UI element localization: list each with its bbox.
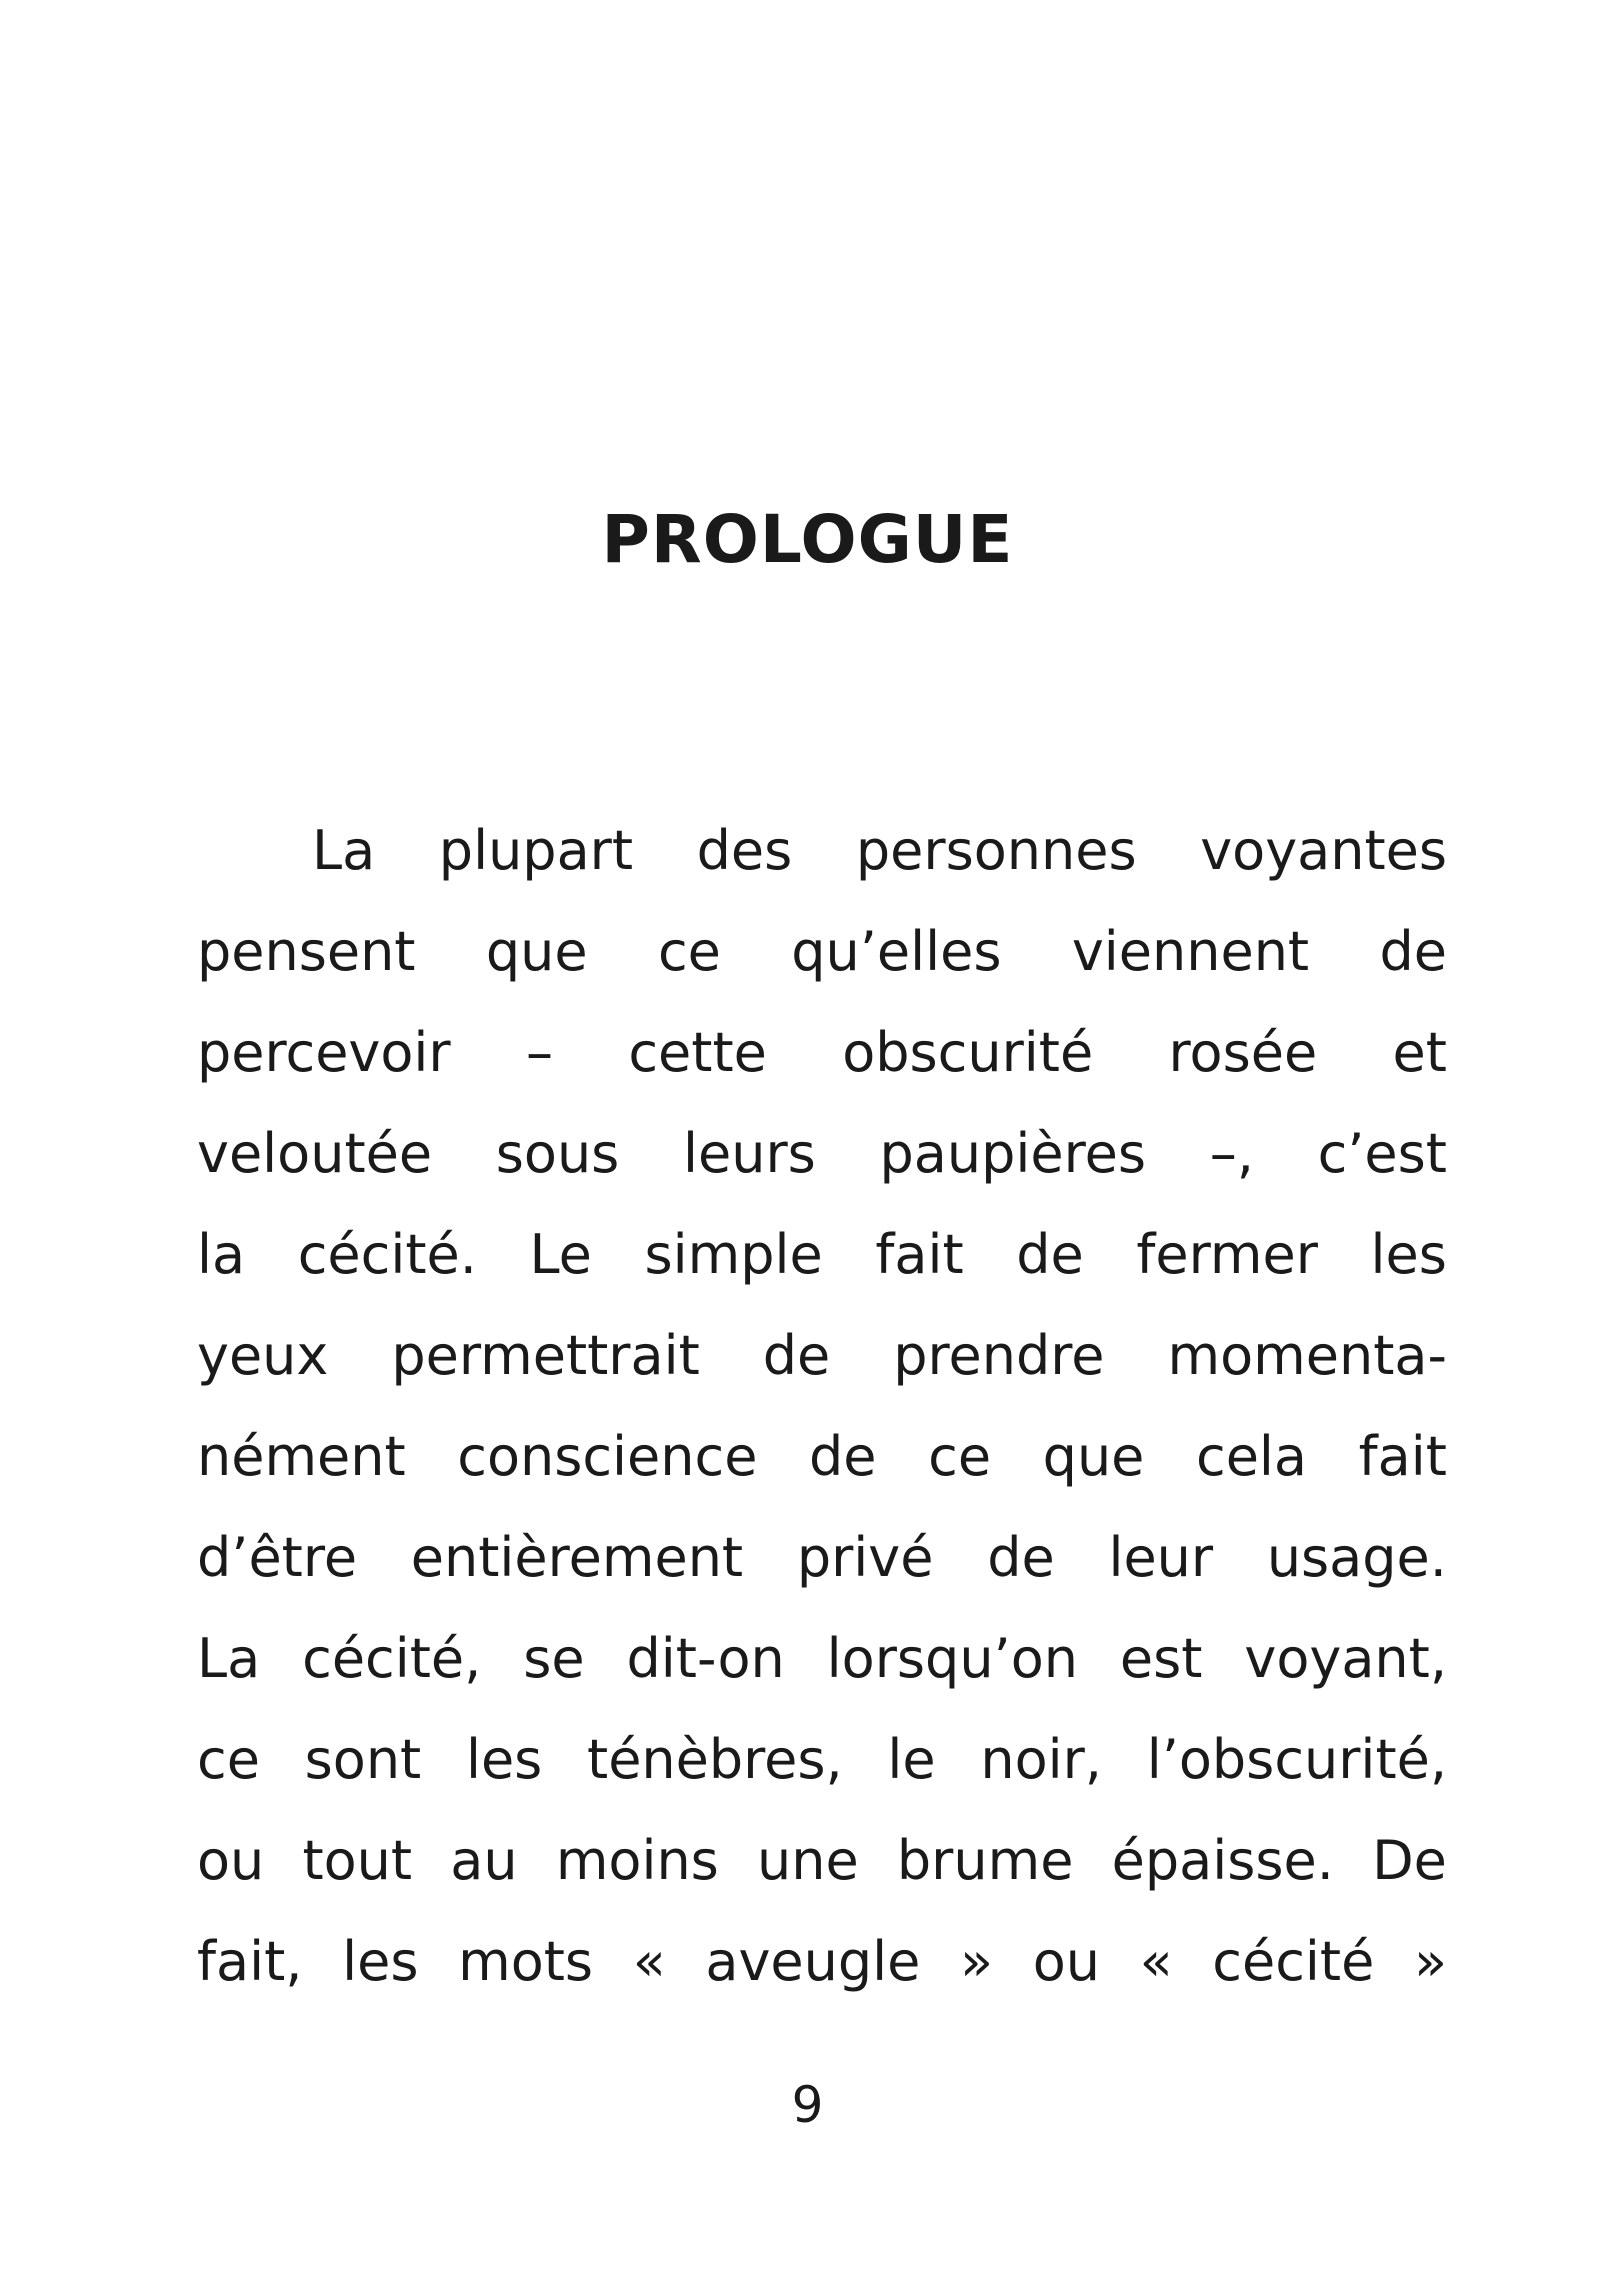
paragraph-line: yeux permettrait de prendre momenta- — [197, 1324, 1447, 1387]
paragraph-line: la cécité. Le simple fait de fermer les — [197, 1223, 1447, 1286]
chapter-title: PROLOGUE — [601, 501, 1014, 578]
paragraph-line: ou tout au moins une brume épaisse. De — [197, 1829, 1447, 1892]
paragraph-line: La plupart des personnes voyantes — [312, 819, 1447, 882]
paragraph-line: ce sont les ténèbres, le noir, l’obscurité, — [197, 1728, 1447, 1791]
paragraph-line: d’être entièrement privé de leur usage. — [197, 1526, 1447, 1589]
paragraph-line: fait, les mots « aveugle » ou « cécité » — [197, 1930, 1447, 1993]
paragraph-line: veloutée sous leurs paupières –, c’est — [197, 1122, 1447, 1185]
paragraph-line: percevoir – cette obscurité rosée et — [197, 1021, 1447, 1084]
page-number: 9 — [791, 2076, 824, 2134]
body-paragraph — [197, 800, 1447, 2012]
paragraph-line: La cécité, se dit-on lorsqu’on est voyant, — [197, 1627, 1447, 1690]
paragraph-line: pensent que ce qu’elles viennent de — [197, 920, 1447, 983]
paragraph-line: nément conscience de ce que cela fait — [197, 1425, 1447, 1488]
